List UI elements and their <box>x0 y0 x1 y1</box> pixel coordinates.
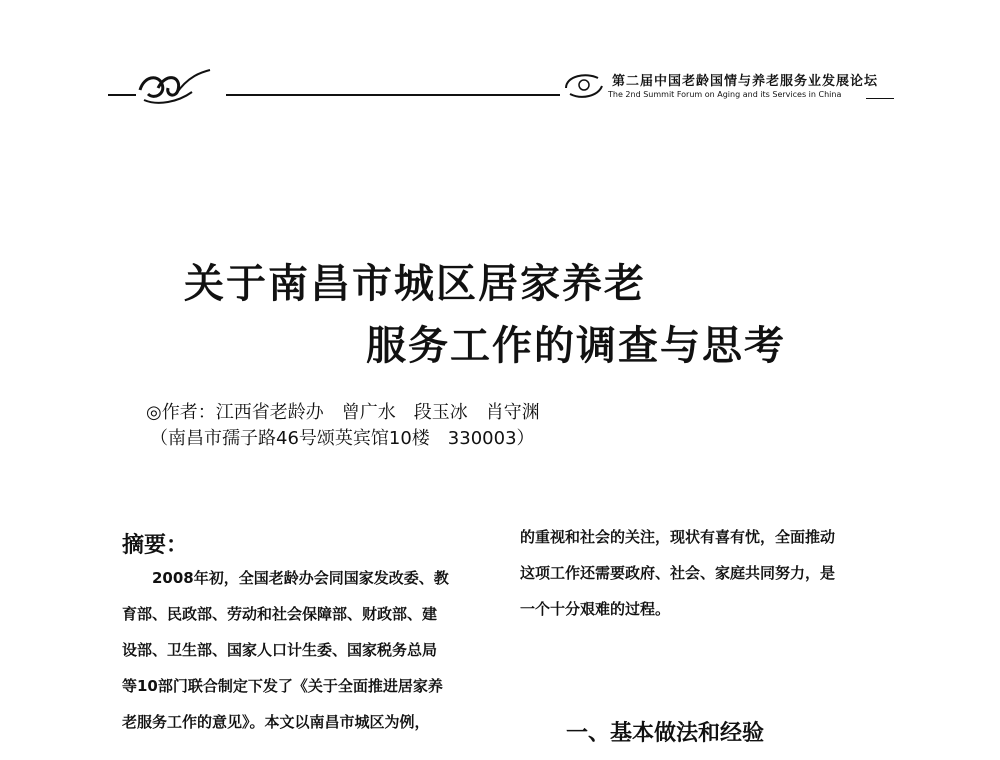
abstract-line: 育部、民政部、劳动和社会保障部、财政部、建 <box>122 605 438 623</box>
section-heading: 一、基本做法和经验 <box>566 721 765 746</box>
forum-title-cn: 第二届中国老龄国情与养老服务业发展论坛 <box>612 74 879 89</box>
abstract-line: 的重视和社会的关注，现状有喜有忧，全面推动 <box>520 528 836 546</box>
forum-emblem-icon <box>562 70 606 100</box>
abstract-label: 摘要： <box>122 533 189 558</box>
header-rule-right <box>866 98 894 99</box>
article-title-line2: 服务工作的调查与思考 <box>366 323 786 369</box>
abstract-line: 这项工作还需要政府、社会、家庭共同努力，是 <box>520 564 836 582</box>
abstract-column-right <box>520 519 900 627</box>
header-rule-middle <box>226 94 560 96</box>
abstract-line: 2008年初，全国老龄办会同国家发改委、教 <box>122 569 449 587</box>
header-rule-left <box>108 94 136 96</box>
forum-title-en: The 2nd Summit Forum on Aging and its Services in China <box>608 90 842 99</box>
abstract-line: 老服务工作的意见》。本文以南昌市城区为例， <box>122 713 430 731</box>
author-address: （南昌市孺子路46号颂英宾馆10楼 330003） <box>150 428 535 449</box>
abstract-column-left <box>122 560 502 740</box>
page-header <box>0 60 1000 110</box>
article-authors: ◎作者：江西省老龄办 曾广水 段玉冰 肖守渊 <box>146 402 540 423</box>
abstract-line: 设部、卫生部、国家人口计生委、国家税务总局 <box>122 641 438 659</box>
publication-logo <box>118 66 218 106</box>
abstract-line: 一个十分艰难的过程。 <box>520 600 671 618</box>
abstract-line: 等10部门联合制定下发了《关于全面推进居家养 <box>122 677 443 695</box>
article-title-line1: 关于南昌市城区居家养老 <box>184 261 646 307</box>
